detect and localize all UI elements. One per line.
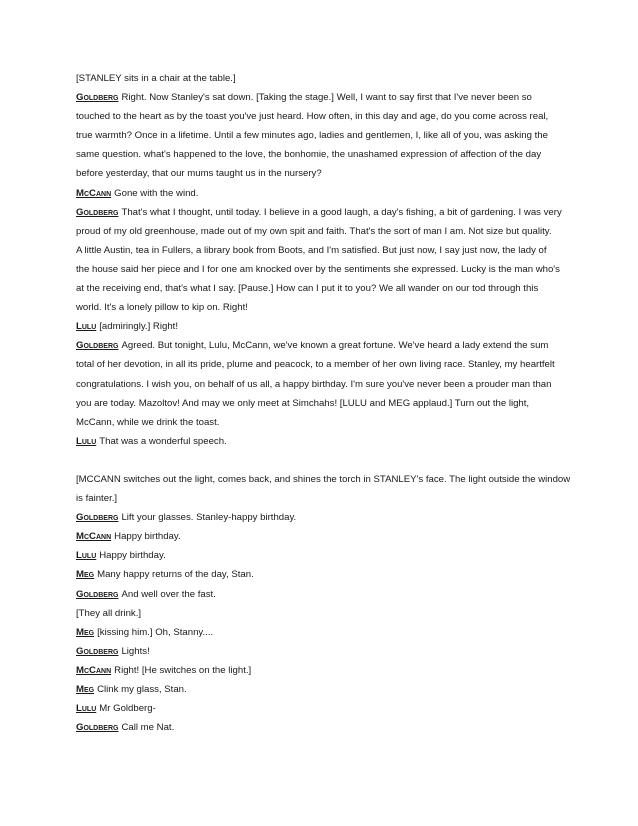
text-line [76, 355, 566, 374]
dialogue-line [76, 546, 566, 565]
speaker-name: McCann [76, 187, 112, 199]
text-line [76, 470, 571, 489]
text-line [76, 126, 566, 145]
line-text: Lights! [121, 645, 150, 657]
line-text: A little Austin, tea in Fullers, a library book from Boots, and I'm satisfied. But just now, I say just now, the lady of [76, 244, 547, 256]
line-text: Lift your glasses. Stanley-happy birthday. [121, 512, 297, 524]
line-text: true warmth? Once in a lifetime. Until a few minutes ago, ladies and gentlemen, I, like all of you, was asking the [76, 130, 548, 142]
line-text: Happy birthday. [114, 531, 181, 543]
speaker-name: Goldberg [76, 722, 119, 734]
line-text: Right! [He switches on the light.] [114, 664, 252, 676]
script-page [76, 69, 571, 737]
dialogue-line [76, 565, 566, 584]
line-text: Call me Nat. [121, 722, 175, 734]
line-text: total of her devotion, in all its pride, plume and peacock, to a member of her own living race. Stanley, my heartfelt [76, 359, 555, 371]
text-line [76, 394, 566, 413]
text-line [76, 298, 566, 317]
line-text: Agreed. But tonight, Lulu, McCann, we've known a great fortune. We've heard a lady extend the sum [121, 340, 549, 352]
line-text: Happy birthday. [99, 550, 166, 562]
speaker-name: Meg [76, 569, 95, 581]
speaker-name: Lulu [76, 550, 97, 562]
line-text: world. It's a lonely pillow to kip on. Right! [76, 302, 248, 314]
text-line [76, 145, 566, 164]
speaker-name: Goldberg [76, 512, 119, 524]
line-text: proud of my old greenhouse, made out of my own spit and faith. That's the sort of man I am. Not size but quality. [76, 225, 552, 237]
dialogue-line [76, 718, 566, 737]
text-line [76, 241, 566, 260]
dialogue-line [76, 585, 566, 604]
line-text: Clink my glass, Stan. [97, 684, 187, 695]
line-text: before yesterday, that our mums taught us in the nursery? [76, 168, 322, 180]
dialogue-line [76, 508, 566, 527]
dialogue-line [76, 432, 566, 451]
text-line [76, 375, 566, 394]
dialogue-line [76, 642, 566, 661]
speaker-name: Goldberg [76, 340, 119, 352]
line-text: [MCCANN switches out the light, comes back, and shines the torch in STANLEY's face. The light outside the window [76, 473, 571, 485]
text-line [76, 260, 566, 279]
text-line [76, 222, 566, 241]
line-text: Mr Goldberg- [99, 703, 156, 715]
speaker-name: Goldberg [76, 92, 119, 104]
text-line [76, 489, 566, 508]
line-text: same question. what's happened to the love, the bonhomie, the unashamed expression of affection of the day [76, 149, 542, 161]
line-text: is fainter.] [76, 493, 118, 505]
blank-line [76, 451, 566, 470]
speaker-name: McCann [76, 531, 112, 543]
speaker-name: Lulu [76, 321, 97, 333]
speaker-name: Meg [76, 684, 95, 695]
text-line [76, 279, 566, 298]
line-text: you are today. Mazoltov! And may we only meet at Simchahs! [LULU and MEG applaud.] Turn out the light, [76, 397, 530, 409]
speaker-name: McCann [76, 664, 112, 676]
dialogue-line [76, 680, 566, 699]
line-text: at the receiving end, that's what I say. [Pause.] How can I put it to you? We all wander on our tod through this [76, 283, 539, 295]
speaker-name: Goldberg [76, 588, 119, 600]
text-line [76, 413, 566, 432]
speaker-name: Lulu [76, 703, 97, 715]
line-text: McCann, while we drink the toast. [76, 416, 220, 428]
line-text: [STANLEY sits in a chair at the table.] [76, 73, 236, 84]
text-line [76, 69, 566, 88]
line-text: And well over the fast. [121, 588, 216, 600]
text-line [76, 164, 566, 183]
line-text: That was a wonderful speech. [99, 435, 227, 447]
line-text: congratulations. I wish you, on behalf of us all, a happy birthday. I'm sure you've never been a prouder man than [76, 378, 552, 390]
line-text: [They all drink.] [76, 607, 142, 619]
dialogue-line [76, 317, 566, 336]
speaker-name: Goldberg [76, 206, 119, 218]
line-text: [kissing him.] Oh, Stanny.... [97, 626, 214, 638]
dialogue-line [76, 184, 566, 203]
line-text: Gone with the wind. [114, 187, 199, 199]
dialogue-line [76, 203, 566, 222]
speaker-name: Meg [76, 626, 95, 638]
line-text: Right. Now Stanley's sat down. [Taking the stage.] Well, I want to say first that I've never been so [121, 92, 532, 104]
dialogue-line [76, 336, 566, 355]
dialogue-line [76, 623, 566, 642]
dialogue-line [76, 699, 566, 718]
dialogue-line [76, 527, 566, 546]
dialogue-line [76, 661, 566, 680]
line-text: Many happy returns of the day, Stan. [97, 569, 254, 581]
speaker-name: Goldberg [76, 645, 119, 657]
line-text: That's what I thought, until today. I believe in a good laugh, a day's fishing, a bit of gardening. I was very [121, 206, 562, 218]
line-text: the house said her piece and I for one am knocked over by the sentiments she expressed. Lucky is the man who's [76, 263, 560, 275]
line-text: touched to the heart as by the toast you've just heard. How often, in this day and age, do you come across real, [76, 111, 549, 123]
line-text: [admiringly.] Right! [99, 321, 178, 333]
speaker-name: Lulu [76, 435, 97, 447]
text-line [76, 107, 566, 126]
dialogue-line [76, 88, 566, 107]
text-line [76, 604, 566, 623]
